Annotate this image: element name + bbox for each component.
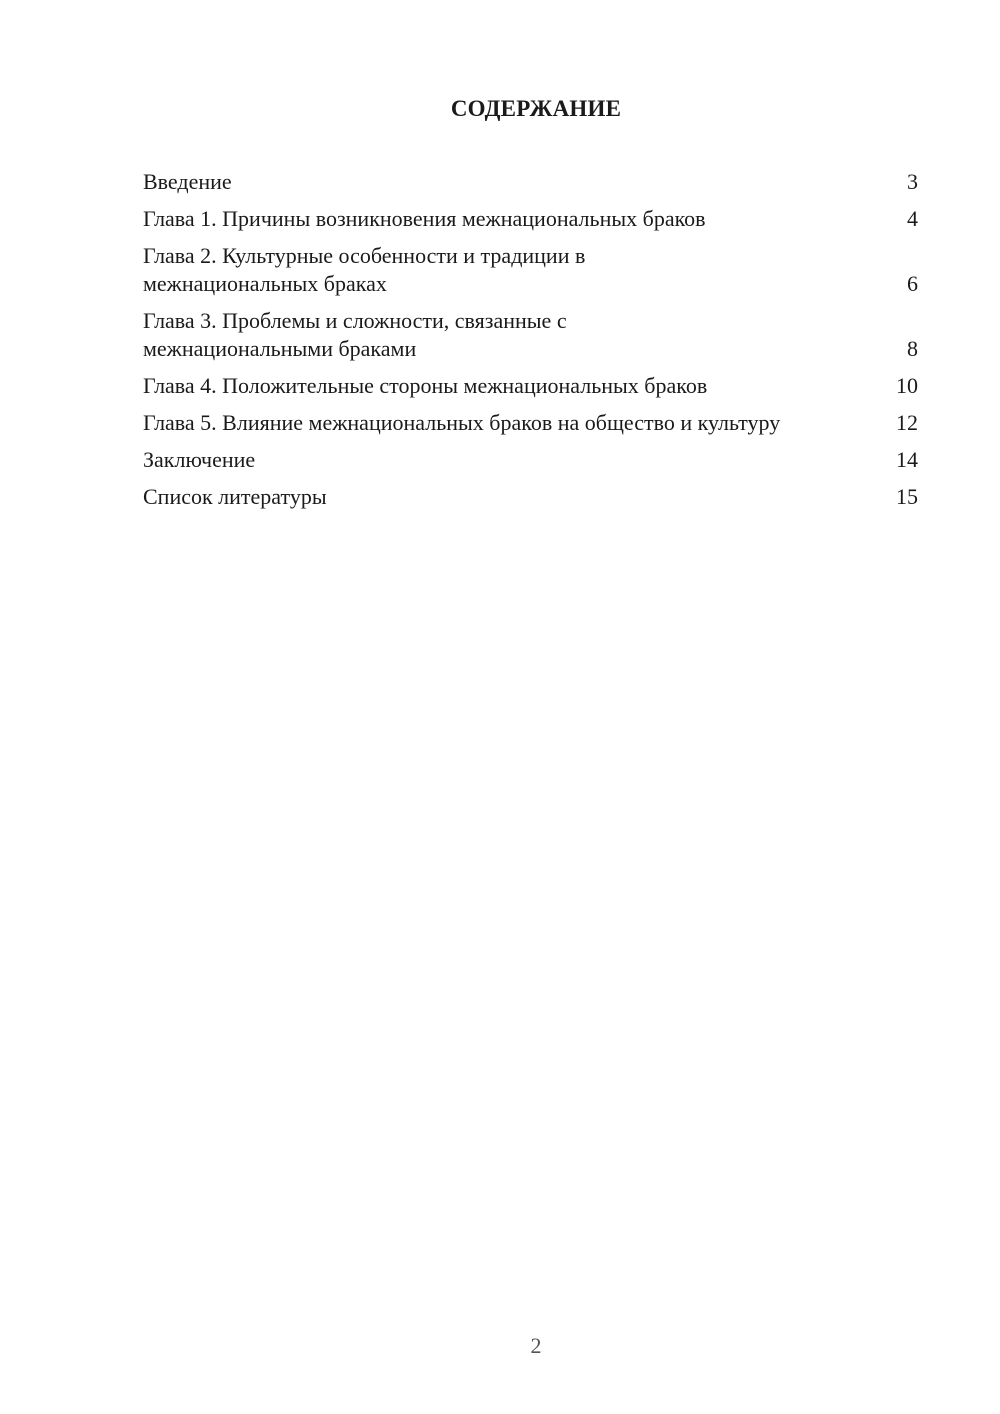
toc-item-text: Заключение <box>143 447 256 472</box>
page-number: 2 <box>530 1333 542 1358</box>
toc-item-chapter-5 <box>143 409 918 437</box>
toc-item-chapter-2 <box>143 242 918 298</box>
toc-item-introduction <box>143 168 918 196</box>
toc-item-page: 15 <box>896 484 918 509</box>
toc-item-page: 10 <box>896 373 918 398</box>
toc-item-page: 4 <box>907 206 918 231</box>
toc-item-page: 14 <box>896 447 918 472</box>
toc-item-chapter-1 <box>143 205 918 233</box>
toc-item-page: 8 <box>907 336 918 361</box>
toc-title: СОДЕРЖАНИЕ <box>450 96 622 121</box>
toc-item-chapter-4 <box>143 372 918 400</box>
toc-item-page: 12 <box>896 410 918 435</box>
toc-item-text: Глава 5. Влияние межнациональных браков на общество и культуру <box>143 410 781 435</box>
toc-item-text: Глава 4. Положительные стороны межнациональных браков <box>143 373 708 398</box>
toc-item-text: Глава 2. Культурные особенности и традиции в межнациональных браках <box>143 243 586 296</box>
toc-item-text: Глава 1. Причины возникновения межнациональных браков <box>143 206 706 231</box>
toc-item-page: 6 <box>907 271 918 296</box>
toc-item-references <box>143 483 918 511</box>
table-of-contents <box>143 168 918 520</box>
toc-item-chapter-3 <box>143 307 918 363</box>
toc-item-conclusion <box>143 446 918 474</box>
toc-item-text: Введение <box>143 169 232 194</box>
toc-item-text: Список литературы <box>143 484 327 509</box>
toc-item-page: 3 <box>907 169 918 194</box>
toc-item-text: Глава 3. Проблемы и сложности, связанные с межнациональными браками <box>143 308 567 361</box>
